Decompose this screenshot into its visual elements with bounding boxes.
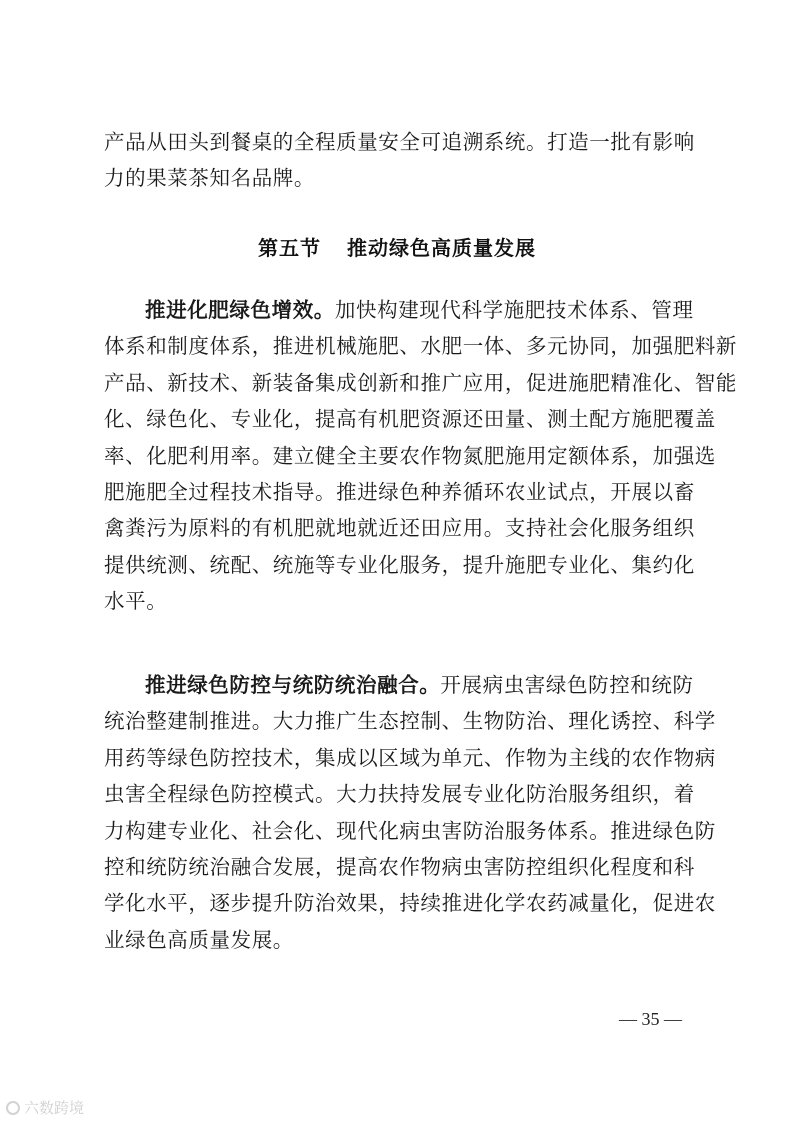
text-line: 学化水平，逐步提升防治效果，持续推进化学农药减量化，促进农 xyxy=(104,891,716,916)
text-line: 业绿色高质量发展。 xyxy=(104,927,294,952)
text-line: 控和统防统治融合发展，提高农作物病虫害防控组织化程度和科 xyxy=(104,854,695,879)
text-line: 力构建专业化、社会化、现代化病虫害防治服务体系。推进绿色防 xyxy=(104,818,716,843)
circle-logo-icon xyxy=(6,1101,20,1115)
text-line: 用药等绿色防控技术，集成以区域为单元、作物为主线的农作物病 xyxy=(104,745,716,770)
line-text: 开展病虫害绿色防控和统防 xyxy=(440,673,694,697)
page-number: — 35 — xyxy=(619,1009,682,1029)
text-line: 水平。 xyxy=(104,589,168,614)
paragraph-lead: 推进化肥绿色增效。 xyxy=(145,298,335,322)
section-heading xyxy=(0,232,794,261)
text-line xyxy=(104,667,692,703)
paragraph-pest-control xyxy=(104,667,716,958)
text-line xyxy=(104,292,692,328)
watermark-text: 六数跨境 xyxy=(24,1099,85,1117)
intro-paragraph xyxy=(104,124,695,197)
text-line: 统治整建制推进。大力推广生态控制、生物防治、理化诱控、科学 xyxy=(104,709,716,734)
text-line: 禽粪污为原料的有机肥就地就近还田应用。支持社会化服务组织 xyxy=(104,516,695,541)
text-line: 化、绿色化、专业化，提高有机肥资源还田量、测土配方施肥覆盖 xyxy=(104,407,716,432)
line-text: 加快构建现代科学施肥技术体系、管理 xyxy=(334,298,694,322)
paragraph-lead: 推进绿色防控与统防统治融合。 xyxy=(145,673,441,697)
text-line: 率、化肥利用率。建立健全主要农作物氮肥施用定额体系，加强选 xyxy=(104,443,716,468)
text-line: 体系和制度体系，推进机械施肥、水肥一体、多元协同，加强肥料新 xyxy=(104,334,737,359)
text-line: 产品从田头到餐桌的全程质量安全可追溯系统。打造一批有影响 xyxy=(104,130,695,154)
text-line: 力的果菜茶知名品牌。 xyxy=(104,166,315,191)
text-line: 肥施肥全过程技术指导。推进绿色种养循环农业试点，开展以畜 xyxy=(104,479,695,504)
text-line: 虫害全程绿色防控模式。大力扶持发展专业化防治服务组织，着 xyxy=(104,782,695,807)
text-line: 提供统测、统配、统施等专业化服务，提升施肥专业化、集约化 xyxy=(104,552,695,577)
paragraph-fertilizer xyxy=(104,292,737,620)
text-line: 产品、新技术、新装备集成创新和推广应用，促进施肥精准化、智能 xyxy=(104,370,737,395)
section-number: 第五节 xyxy=(258,236,321,260)
watermark xyxy=(6,1097,84,1118)
section-title: 推动绿色高质量发展 xyxy=(347,236,536,260)
